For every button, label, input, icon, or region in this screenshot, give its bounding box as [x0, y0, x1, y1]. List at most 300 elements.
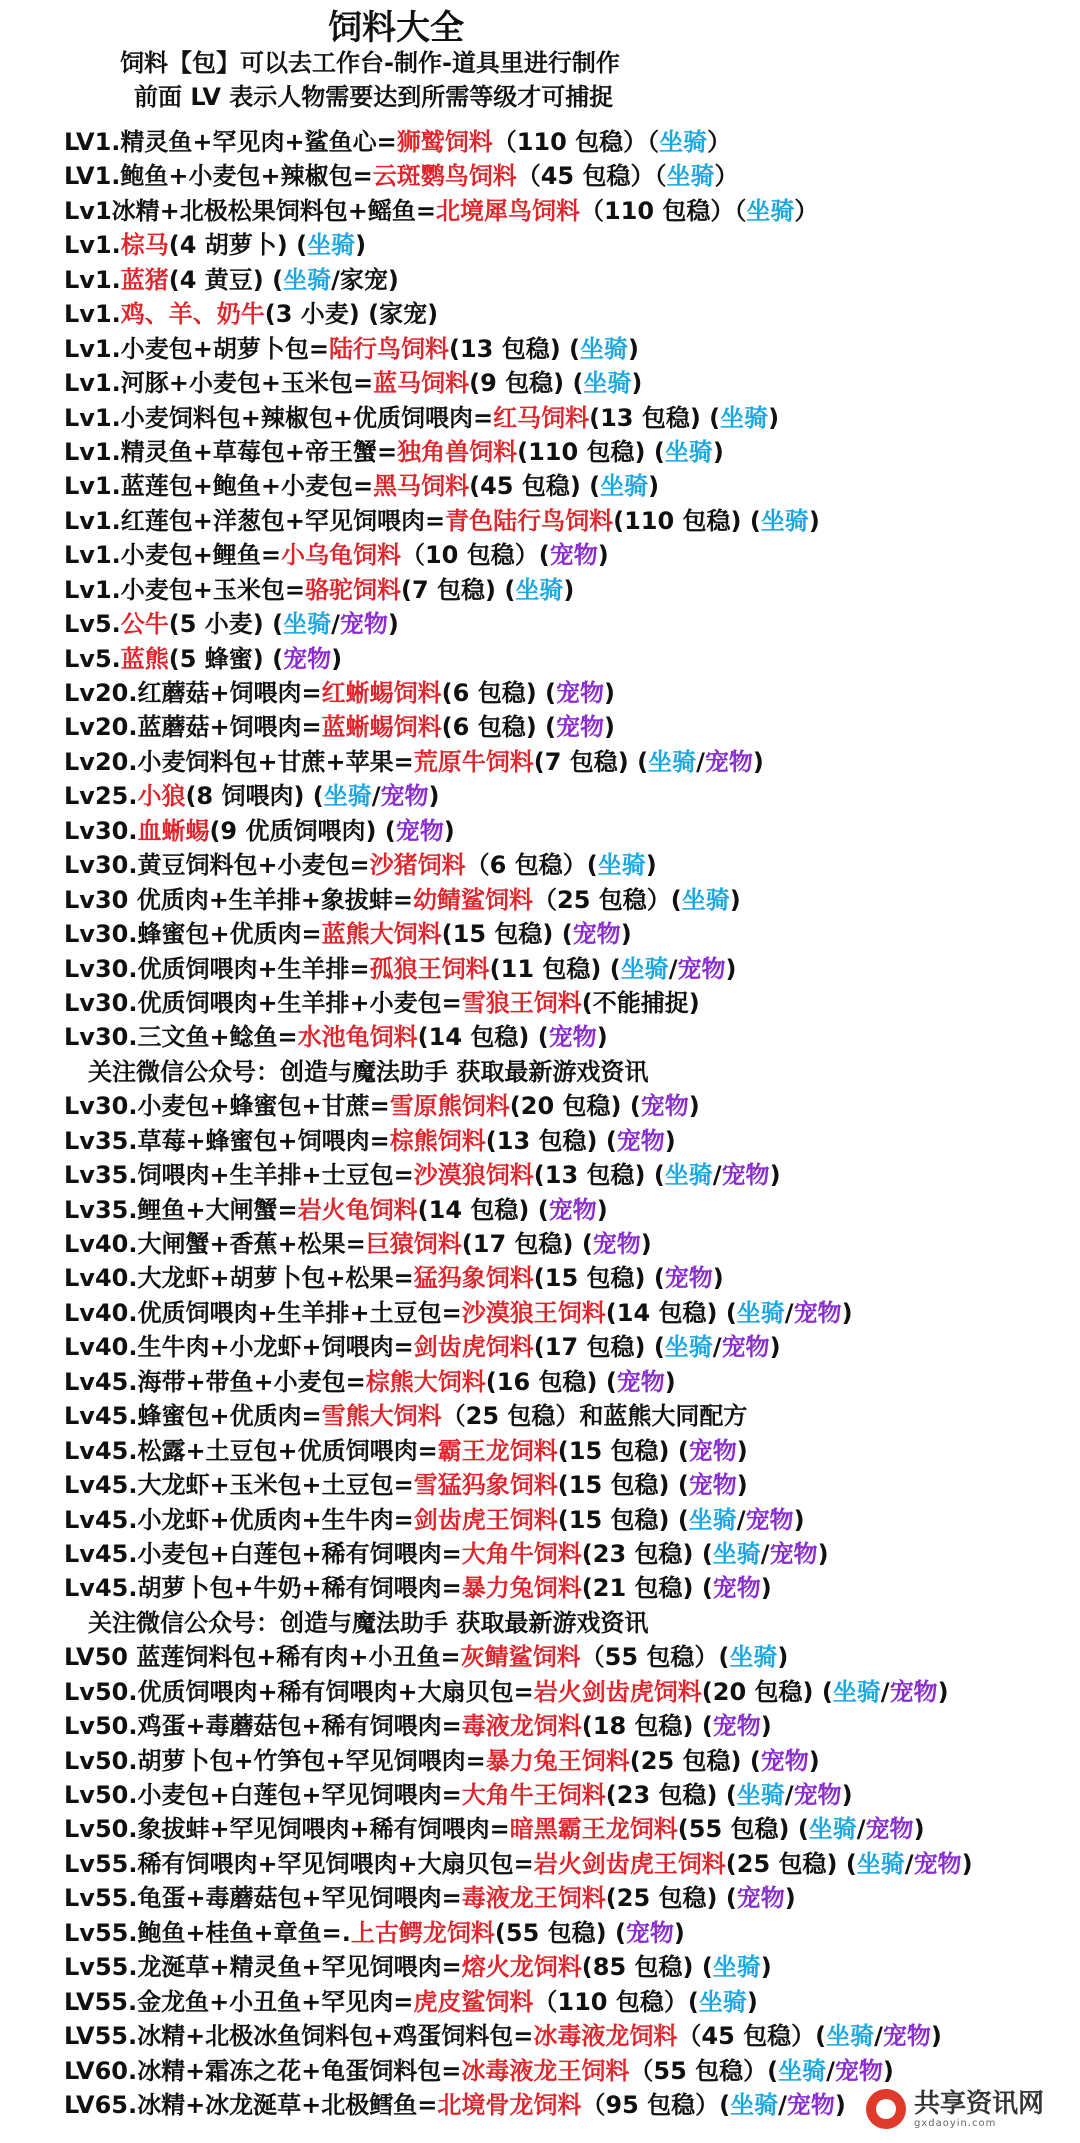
pet-tag: 宠物 — [745, 1505, 794, 1534]
recipe-text: (17 包稳) ( — [533, 1333, 665, 1362]
recipe-text: Lv45.胡萝卜包+牛奶+稀有饲喂肉= — [64, 1574, 462, 1603]
recipe-text: ) — [729, 885, 741, 914]
recipe-text: Lv1冰精+北极松果饲料包+鳐鱼= — [64, 196, 436, 225]
pet-tag: 宠物 — [677, 954, 726, 983]
recipe-text: (13 包稳) ( — [533, 1161, 665, 1190]
recipe-row — [0, 1778, 1080, 1812]
recipe-row — [0, 194, 1080, 228]
recipe-text: (13 包稳) ( — [448, 334, 580, 363]
recipe-row — [0, 1571, 1080, 1605]
recipe-text: （45 包稳）( — [677, 2022, 827, 2051]
recipe-text: / — [712, 1333, 722, 1362]
pet-tag: 宠物 — [688, 1436, 737, 1465]
recipe-row — [0, 814, 1080, 848]
pet-tag: 宠物 — [793, 1298, 842, 1327]
recipe-text: Lv50.小麦包+白莲包+罕见饲喂肉= — [64, 1781, 462, 1809]
mount-tag: 坐骑 — [681, 885, 730, 914]
recipe-text: ) — [961, 1849, 973, 1878]
recipe-text: (6 包稳) ( — [441, 679, 556, 707]
recipe-text: (7 包稳) ( — [400, 575, 516, 604]
recipe-text: ) — [725, 954, 737, 983]
mount-tag: 坐骑 — [307, 231, 356, 260]
feed-name: 黑马饲料 — [373, 472, 470, 501]
feed-name: 孤狼王饲料 — [369, 954, 490, 983]
recipe-row — [0, 745, 1080, 779]
recipe-text: ) — [645, 851, 657, 880]
pet-tag: 宠物 — [712, 1574, 761, 1603]
feed-name: 大角牛王饲料 — [461, 1781, 606, 1809]
recipe-text: ) — [640, 1230, 652, 1258]
feed-name: 红蜥蜴饲料 — [321, 679, 442, 707]
mount-tag: 坐骑 — [729, 1643, 778, 1672]
feed-name: 毒液龙饲料 — [461, 1712, 582, 1741]
recipe-row — [0, 1193, 1080, 1227]
recipe-text: Lv5. — [64, 644, 121, 673]
pet-tag: 宠物 — [664, 1264, 713, 1293]
recipe-text: (4 黄豆) ( — [168, 265, 284, 294]
feed-name: 大角牛饲料 — [461, 1539, 582, 1568]
recipe-text: (23 包稳) ( — [581, 1539, 713, 1568]
feed-name: 鸡、羊、奶牛 — [120, 300, 265, 329]
feed-name: 棕熊饲料 — [389, 1126, 486, 1155]
pet-tag: 宠物 — [865, 1815, 914, 1844]
recipe-text: / — [880, 1677, 890, 1706]
recipe-text: Lv5. — [64, 610, 121, 639]
recipe-row — [0, 1158, 1080, 1192]
recipe-text: (17 包稳) ( — [461, 1230, 593, 1258]
pet-tag: 宠物 — [395, 816, 444, 845]
recipe-text: ) — [355, 231, 367, 260]
recipe-row — [0, 263, 1080, 297]
recipe-text: (110 包稳) ( — [517, 437, 665, 466]
feed-name: 剑齿虎王饲料 — [413, 1505, 558, 1534]
feed-name: 霸王龙饲料 — [437, 1436, 558, 1465]
recipe-text: ) — [604, 713, 615, 742]
recipe-text: / — [668, 954, 678, 983]
recipe-text: （110 包稳）（ — [579, 196, 747, 225]
recipe-text: ) — [443, 816, 455, 845]
recipe-text: (15 包稳) ( — [533, 1264, 665, 1293]
pet-tag: 宠物 — [556, 679, 604, 707]
mount-tag: 坐骑 — [712, 1953, 761, 1982]
notice-line — [0, 1606, 1080, 1640]
recipe-text: Lv35.饲喂肉+生羊排+士豆包= — [64, 1161, 414, 1190]
recipe-text: ) — [777, 1643, 789, 1672]
recipe-text: ) — [736, 1436, 748, 1465]
pet-tag: 宠物 — [616, 1367, 665, 1396]
recipe-text: ) — [664, 1126, 676, 1155]
recipe-text: / — [856, 1815, 866, 1844]
recipe-text: (20 包稳) ( — [509, 1092, 641, 1121]
recipe-text: (3 小麦) (家宠) — [264, 300, 439, 329]
recipe-text: (25 包稳) ( — [725, 1849, 857, 1878]
pet-tag: 宠物 — [786, 2090, 835, 2119]
pet-tag: 宠物 — [793, 1781, 842, 1809]
recipe-text: Lv40.大龙虾+胡萝卜包+松果= — [64, 1264, 414, 1293]
feed-name: 蓝熊 — [120, 644, 169, 673]
recipe-text: (21 包稳) ( — [581, 1574, 713, 1603]
recipe-row — [0, 401, 1080, 435]
recipe-row — [0, 1365, 1080, 1399]
feed-name: 蓝马饲料 — [373, 369, 470, 398]
recipe-text: Lv1. — [64, 231, 121, 260]
recipe-text: Lv30 优质肉+生羊排+象拔蚌= — [64, 885, 414, 914]
recipe-row — [0, 297, 1080, 331]
pet-tag: 宠物 — [548, 1195, 597, 1224]
recipe-text: (25 包稳) ( — [605, 1884, 737, 1913]
recipe-row — [0, 469, 1080, 503]
recipe-row — [0, 883, 1080, 917]
recipe-row — [0, 1399, 1080, 1433]
recipe-row — [0, 779, 1080, 813]
recipe-text: (15 包稳) ( — [557, 1505, 689, 1534]
recipe-text: Lv35.鲤鱼+大闸蟹= — [64, 1195, 298, 1224]
feed-name: 虎皮鲨饲料 — [413, 1987, 534, 2016]
recipe-text: ) — [760, 1574, 772, 1603]
recipe-text: / — [760, 1539, 770, 1568]
recipe-text: ) — [604, 679, 615, 707]
recipe-row — [0, 607, 1080, 641]
recipe-row — [0, 228, 1080, 262]
feed-name: 暗黑霸王龙饲料 — [509, 1815, 678, 1844]
feed-name: 沙漠狼饲料 — [413, 1161, 534, 1190]
mount-tag: 坐骑 — [808, 1815, 857, 1844]
recipe-text: LV65.冰精+冰龙涎草+北极鳕鱼= — [64, 2090, 438, 2119]
recipe-text: ) — [428, 782, 440, 811]
recipe-row — [0, 1744, 1080, 1778]
recipe-text: (55 包稳) ( — [677, 1815, 809, 1844]
recipe-text: Lv1.蓝莲包+鲍鱼+小麦包= — [64, 472, 374, 501]
recipe-text: ) — [841, 1781, 853, 1809]
recipe-text: LV1.精灵鱼+罕见肉+鲨鱼心= — [64, 128, 397, 156]
feed-name: 毒液龙王饲料 — [461, 1884, 606, 1913]
recipe-text: / — [371, 782, 381, 811]
recipe-text: ) — [712, 437, 724, 466]
recipe-text: ) — [793, 1505, 805, 1534]
recipe-text: (13 包稳) ( — [485, 1126, 617, 1155]
mount-tag: 坐骑 — [323, 782, 372, 811]
pet-tag: 宠物 — [769, 1539, 818, 1568]
recipe-row — [0, 1640, 1080, 1674]
recipe-text: Lv50.鸡蛋+毒蘑菇包+稀有饲喂肉= — [64, 1712, 462, 1741]
pet-tag: 宠物 — [625, 1918, 674, 1947]
recipe-text: (110 包稳) ( — [613, 506, 761, 535]
feed-name: 岩火剑齿虎饲料 — [533, 1677, 702, 1706]
recipe-text: Lv1.小麦包+鲤鱼= — [64, 541, 281, 570]
recipe-text: / — [331, 610, 340, 639]
recipe-text: (6 包稳) ( — [441, 713, 556, 742]
feed-name: 北境犀鸟饲料 — [435, 196, 580, 225]
mount-tag: 坐骑 — [746, 196, 795, 225]
recipe-text: Lv45.海带+带鱼+小麦包= — [64, 1367, 366, 1396]
recipe-text: ) — [736, 1471, 748, 1500]
recipe-text: ) — [808, 506, 820, 535]
mount-tag: 坐骑 — [597, 851, 646, 880]
mount-tag: 坐骑 — [720, 403, 769, 432]
recipe-text: / — [784, 1781, 794, 1809]
recipe-text: （10 包稳）( — [400, 541, 550, 570]
recipe-text: / — [696, 747, 705, 776]
mount-tag: 坐骑 — [666, 162, 715, 191]
recipe-text: Lv30.小麦包+蜂蜜包+甘蔗= — [64, 1092, 390, 1121]
recipe-row — [0, 538, 1080, 572]
feed-name: 棕马 — [120, 231, 169, 260]
pet-tag: 宠物 — [380, 782, 429, 811]
recipe-text: ) — [620, 920, 632, 949]
recipe-text: /家宠) — [331, 265, 399, 294]
feed-name: 雪狼王饲料 — [461, 988, 582, 1017]
feed-name: 雪熊大饲料 — [321, 1402, 442, 1431]
recipe-text: ) — [631, 369, 643, 398]
recipe-text: （25 包稳）和蓝熊大同配方 — [441, 1402, 748, 1431]
recipe-row — [0, 1124, 1080, 1158]
recipe-text: (13 包稳) ( — [589, 403, 721, 432]
recipe-text: LV50 蓝莲饲料包+稀有肉+小丑鱼= — [64, 1643, 461, 1672]
feed-name: 上古鳄龙饲料 — [350, 1918, 495, 1947]
watermark — [866, 2089, 1044, 2129]
recipe-text: ) — [746, 1987, 758, 2016]
recipe-text: Lv20.蓝蘑菇+饲喂肉= — [64, 713, 322, 742]
recipe-text: Lv1. — [64, 300, 121, 329]
recipe-text: Lv50.优质饲喂肉+稀有饲喂肉+大扇贝包= — [64, 1677, 534, 1706]
mount-tag: 坐骑 — [730, 2090, 779, 2119]
recipe-text: / — [826, 2056, 835, 2085]
recipe-row — [0, 1434, 1080, 1468]
feed-name: 剑齿虎饲料 — [413, 1333, 534, 1362]
recipe-row — [0, 332, 1080, 366]
mount-tag: 坐骑 — [600, 472, 649, 501]
recipe-text: ) — [913, 1815, 925, 1844]
recipe-text: (23 包稳) ( — [605, 1781, 737, 1809]
intro-line-2: 前面 LV 表示人物需要达到所需等级才可捕捉 — [134, 83, 614, 111]
recipe-text: Lv45.大龙虾+玉米包+土豆包= — [64, 1471, 414, 1500]
recipe-text: 关注微信公众号：创造与魔法助手 获取最新游戏资讯 — [88, 1057, 649, 1086]
recipe-text: Lv50.象拔蚌+罕见饲喂肉+稀有饲喂肉= — [64, 1815, 510, 1844]
recipe-row — [0, 573, 1080, 607]
feed-name: 蓝熊大饲料 — [321, 920, 442, 949]
feed-name: 小乌龟饲料 — [280, 541, 401, 570]
recipe-text: Lv40.大闸蟹+香蕉+松果= — [64, 1230, 366, 1258]
feed-name: 岩火剑齿虎王饲料 — [533, 1849, 726, 1878]
recipe-row — [0, 1985, 1080, 2019]
pet-tag: 宠物 — [556, 713, 604, 742]
mount-tag: 坐骑 — [620, 954, 669, 983]
recipe-text: ) — [331, 644, 343, 673]
recipe-text: (18 包稳) ( — [581, 1712, 713, 1741]
mount-tag: 坐骑 — [283, 265, 332, 294]
recipe-text: ) — [930, 2022, 942, 2051]
pet-tag: 宠物 — [572, 920, 621, 949]
feed-name: 小狼 — [137, 782, 186, 811]
recipe-text: ) — [768, 403, 780, 432]
recipe-text: Lv35.草莓+蜂蜜包+饲喂肉= — [64, 1126, 390, 1155]
page-title: 饲料大全 — [328, 8, 464, 48]
recipe-text: (不能捕捉) — [581, 988, 700, 1017]
mount-tag: 坐骑 — [648, 747, 697, 776]
mount-tag: 坐骑 — [698, 1987, 747, 2016]
mount-tag: 坐骑 — [664, 1333, 713, 1362]
recipe-row — [0, 1812, 1080, 1846]
recipe-text: Lv30.优质饲喂肉+生羊排+小麦包= — [64, 988, 462, 1017]
recipe-text: / — [712, 1161, 722, 1190]
recipe-row — [0, 1296, 1080, 1330]
recipe-text: LV60.冰精+霜冻之花+龟蛋饲料包= — [64, 2056, 462, 2085]
feed-name: 暴力兔饲料 — [461, 1574, 582, 1603]
recipe-text: ) — [664, 1367, 676, 1396]
recipe-text: Lv1.河豚+小麦包+玉米包= — [64, 369, 374, 398]
mount-tag: 坐骑 — [736, 1298, 785, 1327]
recipe-text: ) — [648, 472, 660, 501]
recipe-text: Lv50.胡萝卜包+竹笋包+罕见饲喂肉= — [64, 1746, 486, 1775]
recipe-text: ) — [387, 610, 399, 639]
recipe-text: ) — [596, 1195, 608, 1224]
recipe-text: （110 包稳）（ — [492, 128, 660, 156]
recipe-text: Lv45.蜂蜜包+优质肉= — [64, 1402, 322, 1431]
recipe-row — [0, 2019, 1080, 2053]
recipe-text: Lv20.红蘑菇+饲喂肉= — [64, 679, 322, 707]
mount-tag: 坐骑 — [688, 1505, 737, 1534]
recipe-text: （6 包稳）( — [465, 851, 598, 880]
recipe-text: (11 包稳) ( — [489, 954, 621, 983]
feed-name: 青色陆行鸟饲料 — [445, 506, 614, 535]
recipe-text: （25 包稳）( — [533, 885, 682, 914]
feed-name: 棕熊大饲料 — [365, 1367, 486, 1396]
mount-tag: 坐骑 — [826, 2022, 875, 2051]
recipe-text: ） — [794, 196, 819, 225]
feed-name: 熔火龙饲料 — [461, 1953, 582, 1982]
recipe-text: (20 包稳) ( — [701, 1677, 833, 1706]
recipe-text: ) — [760, 1953, 772, 1982]
recipe-text: ） — [714, 162, 739, 191]
feed-name: 沙猪饲料 — [369, 851, 466, 880]
recipe-text: Lv1. — [64, 265, 121, 294]
recipe-text: (15 包稳) ( — [557, 1436, 689, 1465]
feed-name: 陆行鸟饲料 — [328, 334, 449, 363]
recipe-text: ) — [596, 1023, 608, 1052]
feed-name: 冰毒液龙饲料 — [533, 2022, 678, 2051]
feed-name: 独角兽饲料 — [397, 437, 518, 466]
recipe-text: Lv40.优质饲喂肉+生羊排+土豆包= — [64, 1298, 462, 1327]
recipe-text: Lv1.小麦包+玉米包= — [64, 575, 305, 604]
recipe-text: Lv45.小龙虾+优质肉+生牛肉= — [64, 1505, 414, 1534]
recipe-row — [0, 1950, 1080, 1984]
watermark-text: 共享资讯网 — [913, 2088, 1044, 2119]
recipe-row — [0, 2054, 1080, 2088]
recipe-text: LV55.金龙鱼+小丑鱼+罕见肉= — [64, 1987, 414, 2016]
recipe-text: （55 包稳）( — [629, 2056, 779, 2085]
recipe-text: (16 包稳) ( — [485, 1367, 617, 1396]
feed-name: 蓝猪 — [120, 265, 169, 294]
recipe-text: Lv30.优质饲喂肉+生羊排= — [64, 954, 370, 983]
recipe-text: Lv30.蜂蜜包+优质肉= — [64, 920, 322, 949]
recipe-text: / — [904, 1849, 914, 1878]
recipe-text: （45 包稳）（ — [516, 162, 667, 191]
recipe-text: (55 包稳) ( — [494, 1918, 626, 1947]
recipe-text: / — [736, 1505, 746, 1534]
recipe-text: (8 饲喂肉) ( — [185, 782, 324, 811]
feed-name: 灰鲭鲨饲料 — [460, 1643, 581, 1672]
feed-name: 沙漠狼王饲料 — [461, 1298, 606, 1327]
feed-name: 猛犸象饲料 — [413, 1264, 534, 1293]
recipe-text: Lv40.生牛肉+小龙虾+饲喂肉= — [64, 1333, 414, 1362]
pet-tag: 宠物 — [704, 747, 753, 776]
pet-tag: 宠物 — [736, 1884, 785, 1913]
feed-name: 冰毒液龙王饲料 — [461, 2056, 630, 2085]
pet-tag: 宠物 — [640, 1092, 689, 1121]
recipe-text: (14 包稳) ( — [417, 1023, 549, 1052]
recipe-row — [0, 1330, 1080, 1364]
recipe-text: / — [784, 1298, 794, 1327]
pet-tag: 宠物 — [760, 1746, 809, 1775]
recipe-row — [0, 1261, 1080, 1295]
recipe-text: ) — [808, 1746, 820, 1775]
recipe-row — [0, 1089, 1080, 1123]
recipe-text: ) — [563, 575, 575, 604]
watermark-subtext: gxdaoyin.com — [913, 2117, 997, 2129]
recipe-text: Lv55.鲍鱼+桂鱼+章鱼=. — [64, 1918, 351, 1947]
feed-name: 红马饲料 — [493, 403, 590, 432]
recipe-row — [0, 159, 1080, 193]
recipe-row — [0, 986, 1080, 1020]
recipe-text: （95 包稳）( — [581, 2090, 731, 2119]
recipe-text: Lv30.三文鱼+鲶鱼= — [64, 1023, 298, 1052]
feed-name: 公牛 — [120, 610, 169, 639]
recipe-text: ) — [769, 1333, 781, 1362]
recipe-row — [0, 1916, 1080, 1950]
recipe-text: Lv30. — [64, 816, 138, 845]
recipe-text: ) — [937, 1677, 949, 1706]
feed-name: 雪原熊饲料 — [389, 1092, 510, 1121]
pet-tag: 宠物 — [548, 1023, 597, 1052]
recipe-row — [0, 1881, 1080, 1915]
mount-tag: 坐骑 — [736, 1781, 785, 1809]
recipe-text: (45 包稳) ( — [469, 472, 601, 501]
recipe-row — [0, 642, 1080, 676]
pet-tag: 宠物 — [339, 610, 388, 639]
recipe-text: (15 包稳) ( — [441, 920, 573, 949]
pet-tag: 宠物 — [592, 1230, 641, 1258]
recipe-row — [0, 848, 1080, 882]
recipe-row — [0, 366, 1080, 400]
feed-name: 巨猿饲料 — [365, 1230, 462, 1258]
feed-name: 幼鲭鲨饲料 — [413, 885, 534, 914]
mount-tag: 坐骑 — [832, 1677, 881, 1706]
recipe-text: (9 包稳) ( — [469, 369, 584, 398]
recipe-text: Lv1.精灵鱼+草莓包+帝王蟹= — [64, 437, 398, 466]
recipe-text: Lv45.松露+土豆包+优质饲喂肉= — [64, 1436, 438, 1465]
recipe-text: ) — [841, 1298, 853, 1327]
recipe-text: ） — [707, 128, 732, 156]
feed-name: 骆驼饲料 — [304, 575, 401, 604]
recipe-text: ) — [834, 2090, 846, 2119]
recipe-text: (15 包稳) ( — [557, 1471, 689, 1500]
pet-tag: 宠物 — [616, 1126, 665, 1155]
recipe-text: （55 包稳）( — [580, 1643, 730, 1672]
recipe-row — [0, 952, 1080, 986]
recipe-row — [0, 917, 1080, 951]
mount-tag: 坐骑 — [664, 437, 713, 466]
feed-name: 狮鹫饲料 — [396, 128, 493, 156]
recipe-row — [0, 1847, 1080, 1881]
recipe-text: Lv1.小麦包+胡萝卜包= — [64, 334, 329, 363]
recipe-text: ) — [712, 1264, 724, 1293]
recipe-text: (25 包稳) ( — [629, 1746, 761, 1775]
mount-tag: 坐骑 — [664, 1161, 713, 1190]
recipe-row — [0, 1503, 1080, 1537]
recipe-row — [0, 125, 1080, 159]
pet-tag: 宠物 — [913, 1849, 962, 1878]
feed-name: 暴力兔王饲料 — [485, 1746, 630, 1775]
